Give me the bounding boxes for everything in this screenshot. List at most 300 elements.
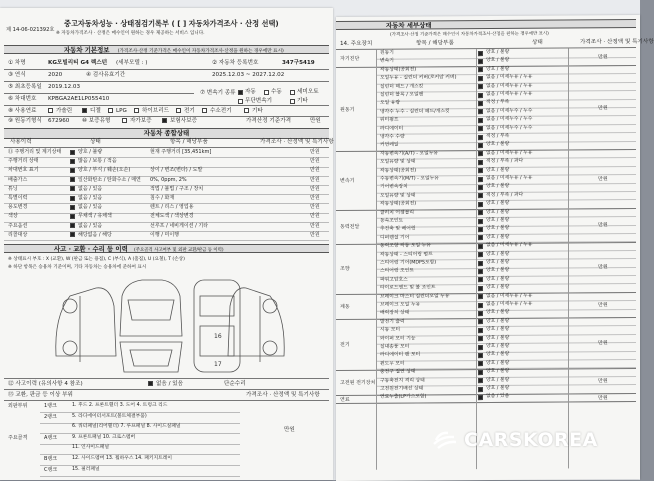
parts-group: 주요골격 [8,434,28,441]
detail-group-name: 고전원 전기장치 [340,379,376,386]
detail-state-checkbox[interactable] [478,177,483,182]
detail-item: 브레이크 마스터 실린더오일 누유 [380,293,450,300]
detail-state: 양호 / 불량 [486,327,510,333]
year-label: ③ 연식 [8,72,26,78]
detail-state: 양호 / 불량 [486,234,510,240]
detail-item: 연료누출(LP가스포함) [380,394,427,401]
detail-col-line [476,49,477,469]
price-unit: 만원 [310,118,321,124]
trans-opt-auto: 자동 [245,89,256,95]
summary-row-state: 양호 / 불량 [78,149,103,155]
fuel-lpg-checkbox[interactable] [108,108,113,113]
detail-state-checkbox[interactable] [478,219,483,224]
engine-type-value: 672960 [48,118,70,124]
detail-state-checkbox[interactable] [478,311,483,316]
summary-row-divider [4,240,329,241]
detail-section-label: 14. 주요장치 [340,40,373,48]
detail-item: 라디에이터 팬 모터 [380,352,421,359]
car-side-left [56,288,116,362]
detail-state-checkbox[interactable] [478,84,483,89]
summary-row-detail: 현재 주행거리 [35,451km] [150,149,212,155]
accident-legend-2: ※ 하단 항목은 승용차 기준이며, 기타 자동차는 승용차에 준하여 표시 [8,265,147,270]
detail-state: 양호 / 불량 [486,66,510,72]
car-name-extra: (세부모델 : ) [116,60,148,66]
detail-state: 없음 / 있음 [486,394,510,400]
accident-none-checkbox[interactable] [148,381,153,386]
parts-group: 외판부위 [8,403,28,409]
warranty-insurer-checkbox[interactable] [162,118,167,123]
detail-state: 양호 / 불량 [486,377,510,383]
fuel-opt-electric: 전기 [184,108,195,114]
summary-row-detail: 전체도색 / 색상변경 [150,213,194,220]
summary-row-checkbox[interactable] [70,168,75,173]
parts-items: 5. 라디에이터서포트(볼트체결부품) [72,413,147,419]
summary-row-state: 일산화탄소 / 탄화수소 / 매연 [78,176,141,183]
detail-state: 양호 / 불량 [486,58,510,64]
detail-state: 없음 / 미세누수 / 누수 [486,108,533,114]
detail-item: 작동상태(공회전) [380,168,417,174]
parts-rank: 1랭크 [44,403,57,409]
detail-state: 양호 / 불량 [486,268,510,274]
detail-state-checkbox[interactable] [478,126,483,131]
fuel-diesel-checkbox[interactable] [82,108,87,113]
detail-note: (가격조사·산정 기준가격은 매수인이 자동차가격조사·산정을 원하는 경우에만 표시) [390,31,549,38]
detail-item: 실린더 헤드 / 개스킷 [380,84,424,90]
summary-row-state: 무채색 / 유채색 [78,213,112,220]
detail-state-checkbox[interactable] [478,353,483,358]
parts-items: 9. 프론트패널 10. 크로스멤버 [72,434,136,440]
detail-unit: 만원 [598,264,608,271]
summary-row-label: 주요옵션 [8,222,28,229]
fuel-opt-gasoline: 가솔린 [56,108,73,114]
detail-item: 작동상태(공회전) [380,67,417,73]
detail-item: 수동변속기(M/T) - 오일누유 [380,176,439,182]
detail-state-checkbox[interactable] [478,395,483,400]
detail-item: 와이퍼 모터 기능 [380,336,416,342]
detail-state-checkbox[interactable] [478,345,483,350]
carskorea-logo-icon [432,429,458,451]
detail-state: 양호 / 불량 [486,142,510,148]
detail-col-price: 가격조사 · 산정액 및 특기사항 [580,38,654,46]
detail-state-checkbox[interactable] [478,336,483,341]
detail-state: 양호 / 불량 [486,184,510,190]
summary-row-detail: 상이 / 변조(변타) / 도말 [150,167,203,174]
left-page [0,8,333,480]
summary-row-unit: 만원 [310,167,320,174]
parts-divider [40,444,240,445]
detail-state-checkbox[interactable] [478,378,483,383]
detail-state-checkbox[interactable] [478,118,483,123]
summary-row-detail: 적법 / 불법 / 구조 / 장치 [150,185,204,192]
detail-item: 냉각수 누수 - 실린더 헤드/개스킷 [380,109,450,115]
detail-unit: 만원 [598,176,608,183]
detail-item: 발전기 출력 [380,319,405,325]
summary-row-state: 없음 / 있음 [78,195,103,201]
detail-group-name: 변속기 [340,178,355,185]
trans-opt-etc: 기타 [297,98,308,104]
page-subtitle: ※ 자동차가격조사 · 산정은 매수인이 원하는 경우 제공하는 서비스 입니다. [56,31,205,36]
detail-item: 클러치 어셈블리 [380,210,414,216]
detail-state-checkbox[interactable] [478,303,483,308]
detail-item: 고전원전기배선 상태 [380,386,424,392]
summary-row-unit: 만원 [310,158,320,165]
detail-item: 디퍼렌셜 기어 [380,235,410,241]
detail-state-checkbox[interactable] [478,76,483,81]
fuel-opt-hybrid: 하이브리드 [142,108,170,114]
detail-col-state: 상태 [532,39,543,46]
accident-q1-label: ⑫ 사고이력 (유의사항 4 참조) [8,381,83,387]
detail-state: 없음 / 미세누수 / 누수 [486,125,533,131]
detail-state-checkbox[interactable] [478,202,483,207]
accident-q2-label: ⑬ 교환, 판금 등 이상 부위 [8,392,73,398]
detail-item: 충전구 절연 상태 [380,369,416,375]
detail-state-checkbox[interactable] [478,185,483,190]
detail-unit: 만원 [598,302,608,309]
detail-group-name: 동력전달 [340,224,360,231]
summary-row-label: 리콜대상 [8,231,28,238]
parts-rank: C랭크 [44,466,58,473]
car-name-value: KG모빌리티 G4 렉스턴 [48,60,108,66]
vin-value: KPBGA2AE1LP055410 [48,96,110,102]
detail-group-name: 연료 [340,396,350,403]
reg-value: 347구5419 [282,60,315,66]
trans-auto-checkbox[interactable] [238,90,243,95]
detail-state: 양호 / 불량 [486,385,510,392]
detail-state-checkbox[interactable] [478,109,483,114]
detail-item: 스티어링 조인트 [380,268,414,275]
warranty-label: ⑩ 보증유형 [82,118,111,124]
detail-state: 적정 / 부족 / 과다 [486,158,524,165]
detail-group-name: 자기진단 [340,56,360,63]
summary-row-checkbox[interactable] [70,232,75,237]
detail-state: 양호 / 불량 [486,226,510,232]
detail-item: 오일유량 및 상태 [380,193,416,199]
accident-q2-col: 가격조사 · 산정액 및 특기사항 [246,392,320,398]
detail-unit: 만원 [598,377,608,385]
summary-row-checkbox[interactable] [70,159,75,164]
summary-row-label: 주행거리 상태 [8,158,39,165]
carskorea-logo-text: CARSKOREA [464,429,598,451]
summary-col-price: 가격조사 · 산정액 및 특기사항 [260,139,334,145]
trans-opt-semi: 세미오토 [297,89,319,95]
detail-state-checkbox[interactable] [478,387,483,392]
fuel-opt-diesel: 디젤 [90,108,101,114]
summary-row-detail: 0%, 0ppm, 2% [150,176,187,183]
parts-rank: 2랭크 [44,413,57,420]
detail-state-checkbox[interactable] [478,168,483,173]
detail-item: 실내송풍 모터 [380,344,410,350]
summary-col-item: 항목 / 해당부품 [170,139,208,145]
accident-q1-state: 없음 / 있음 [156,381,184,387]
detail-state-checkbox[interactable] [478,235,483,240]
trans-label: ⑦ 변속기 종류 [200,90,236,96]
detail-state: 적정 / 부족 [486,133,510,140]
summary-row-label: 튜닝 [8,185,18,192]
detail-state: 양호 / 불량 [486,352,510,358]
summary-row-label: 차대번호 표기 [8,167,39,174]
car-top-view [194,280,240,372]
reg-label: ② 자동차 등록번호 [212,60,259,66]
warranty-self-checkbox[interactable] [122,118,127,123]
summary-row-checkbox[interactable] [70,186,75,191]
car-name-label: ① 차명 [8,60,26,66]
detail-state-checkbox[interactable] [478,277,483,282]
detail-state: 없음 / 미세누유 / 누유 [486,175,533,182]
summary-row-checkbox[interactable] [70,150,75,155]
detail-state: 양호 / 불량 [486,209,510,215]
fuel-hydrogen-checkbox[interactable] [202,108,207,113]
detail-item: 배력장치 상태 [380,310,410,317]
detail-item: 오일 유량 [380,101,401,107]
detail-state: 없음 / 미세누유 / 누유 [486,150,533,156]
trans-etc-checkbox[interactable] [290,99,295,104]
detail-unit: 만원 [598,54,608,61]
parts-unit: 만원 [284,427,295,433]
summary-row-label: ⑪ 주행거리 및 계기상태 [8,149,62,155]
detail-state-checkbox[interactable] [478,51,483,56]
fuel-opt-hydrogen: 수소전기 [210,108,232,114]
trans-opt-manual: 수동 [271,89,282,95]
svg-text:16: 16 [214,333,222,340]
detail-item: 작동상태(공회전) [380,201,417,207]
detail-state: 없음 / 미세누유 / 누유 [486,83,533,89]
detail-item: 추진축 및 베어링 [380,226,416,233]
detail-state: 적정 / 부족 / 과다 [486,192,524,198]
detail-state: 양호 / 불량 [486,276,510,282]
basic-info-header: 자동차 기본정보 (가격조사·산정 기준가격은 매수인이 자동차가격조사·산정을 원하는 경우에만 표시) [4,45,329,54]
summary-row-checkbox[interactable] [70,196,75,201]
fuel-label: ⑧ 사용연료 [8,108,37,114]
parts-items: 12. 사이드멤버 13. 휠하우스 14. 패키지트레이 [72,456,173,461]
detail-item: 윈도우 모터 [380,361,405,367]
detail-state-checkbox[interactable] [478,269,483,274]
doc-number: 제 14-06-021392호 [6,27,55,33]
detail-state-checkbox[interactable] [478,227,483,232]
parts-divider [40,412,240,413]
trans-opt-cvt: 무단변속기 [245,98,273,104]
detail-item: 냉각수 수량 [380,134,405,140]
detail-state-checkbox[interactable] [478,101,483,106]
summary-col-history: 사용이력 [10,139,32,145]
parts-rank: B랭크 [44,456,58,462]
detail-state: 없음 / 미세누유 / 누유 [486,293,533,299]
detail-state: 양호 / 불량 [486,335,510,341]
fuel-gasoline-checkbox[interactable] [48,108,53,113]
period-value: 2025.12.03 ~ 2027.12.02 [212,72,285,78]
summary-row-unit: 만원 [310,204,320,211]
parts-items: 15. 필러패널 [72,466,100,472]
summary-row-state: 없음 / 있음 [78,222,103,229]
detail-state: 양호 / 불량 [486,217,510,224]
summary-row-divider [4,157,329,158]
parts-items: 6. 쿼터패널(리어휀더) 7. 루프패널 8. 사이드실패널 [72,424,181,430]
detail-unit: 만원 [598,394,608,401]
detail-state-checkbox[interactable] [478,361,483,366]
detail-state: 없음 / 미세누유 / 누유 [486,74,533,81]
summary-row-unit: 만원 [310,176,320,183]
detail-item: 자동변속기(A/T) - 오일누유 [380,151,439,157]
carskorea-watermark [432,420,640,460]
detail-item: 등속조인트 [380,218,404,224]
trans-semi-checkbox[interactable] [290,90,295,95]
detail-state-checkbox[interactable] [478,67,483,72]
right-page [336,15,654,481]
first-reg-value: 2019.12.03 [48,84,81,90]
detail-group-name: 제동 [340,304,350,311]
fuel-opt-etc: 기타 [252,108,263,114]
detail-state-checkbox[interactable] [478,294,483,299]
vin-label: ⑥ 차대번호 [8,96,37,102]
detail-group-name: 조향 [340,266,350,273]
page-title: 중고자동차성능 · 상태점검기록부 ( [ ] 자동차가격조사 · 산정 선택) [64,19,279,28]
detail-state: 양호 / 불량 [486,285,510,291]
warranty-insurer: 보험사보증 [170,118,198,124]
detail-state: 양호 / 불량 [486,167,510,173]
detail-state-checkbox[interactable] [478,328,483,333]
detail-item: 동력조향 작동 오일 누유 [380,243,431,249]
accident-q1-extra: 단순수리 [224,381,246,387]
detail-item: 커먼레일 [380,143,399,149]
period-label: ④ 검사유효기간 [86,72,126,78]
detail-unit: 만원 [598,340,608,347]
detail-state: 적정 / 부족 [486,100,510,106]
car-diagram [50,276,290,376]
detail-state: 양호 / 불량 [486,369,510,375]
detail-state: 양호 / 불량 [486,343,510,350]
summary-header: 자동차 종합상태 [4,128,329,139]
detail-item: 스티어링 기어(MDPS포함) [380,260,437,266]
parts-divider [40,433,240,434]
detail-state: 양호 / 불량 [486,259,510,266]
detail-state: 없음 / 미세누유 / 누유 [486,301,533,308]
summary-row-detail: 이행 / 미이행 [150,231,180,238]
detail-state-checkbox[interactable] [478,261,483,266]
detail-item: 원동기 [380,50,394,56]
summary-row-state: 해당없음 / 해당 [78,231,112,238]
detail-state-checkbox[interactable] [478,59,483,64]
summary-row-state: 양호 / 부식 / 훼손(오손) [78,167,131,174]
summary-col-state: 상태 [90,139,101,145]
detail-state: 양호 / 불량 [486,318,510,324]
trans-manual-checkbox[interactable] [264,90,269,95]
summary-row-label: 색상 [8,213,18,220]
car-side-right [228,288,284,362]
detail-col-line [568,48,569,468]
summary-row-detail: 선루프 / 네비게이션 / 기타 [150,222,209,229]
detail-unit: 만원 [598,222,608,229]
trans-cvt-checkbox[interactable] [238,99,243,104]
detail-state: 없음 / 미세누유 / 누유 [486,91,533,98]
summary-row-unit: 만원 [310,195,320,201]
detail-state-checkbox[interactable] [478,135,483,140]
detail-item: 브레이크 오일 누유 [380,302,421,308]
summary-row-detail: 침수 / 화재 [150,195,175,201]
parts-items: 1. 후드 2. 프론트휀더 3. 도어 4. 트렁크 리드 [72,403,168,408]
year-value: 2020 [48,72,63,78]
detail-state-checkbox[interactable] [478,93,483,98]
detail-item: 구동축전지 격리 상태 [380,378,425,384]
summary-row-state: 없음 / 있음 [78,204,103,211]
price-label: 가격산정 기준가격 [246,118,292,124]
detail-state: 없음 / 미세누유 / 누유 [486,242,533,249]
fuel-hybrid-checkbox[interactable] [134,108,139,113]
detail-state-checkbox[interactable] [478,252,483,257]
detail-state-checkbox[interactable] [478,151,483,156]
summary-row-unit: 만원 [310,213,320,220]
detail-col-item: 항목 / 해당부품 [416,40,454,47]
detail-state: 양호 / 불량 [486,360,510,366]
car-front-view [120,280,182,372]
detail-state-checkbox[interactable] [478,143,483,148]
detail-item: 시동 모터 [380,327,401,333]
detail-state-checkbox[interactable] [478,160,483,165]
parts-divider [40,476,240,477]
detail-state-checkbox[interactable] [478,244,483,249]
warranty-self: 자가보증 [130,118,152,124]
summary-row-unit: 만원 [310,149,320,155]
summary-row-checkbox[interactable] [70,205,75,210]
detail-item: 워터펌프 [380,117,399,123]
svg-text:17: 17 [214,361,222,368]
detail-state: 양호 / 불량 [486,310,510,316]
detail-group-divider [336,401,636,404]
parts-divider [40,465,240,466]
detail-header: 자동차 세부상태 [336,19,636,30]
summary-row-state: 많음 / 보통 / 적음 [78,158,117,165]
summary-row-checkbox[interactable] [70,223,75,228]
detail-state: 양호 / 불량 [486,201,510,207]
accident-legend: ※ 상태표시 부호 : X (교환), W (판금 또는 용접), C (부식), A (흠집), U (요철), T (손상) [8,257,185,262]
detail-col-line [376,50,377,470]
detail-unit: 만원 [598,104,608,112]
parts-items: 11. 인사이드패널 [72,445,109,451]
summary-row-unit: 만원 [310,231,320,238]
detail-state: 없음 / 미세누수 / 누수 [486,116,533,123]
fuel-opt-lpg: LPG [116,108,127,114]
detail-item: 오일누유 - 실린더 커버(로커암 커버) [380,75,457,81]
summary-row-state: 없음 / 있음 [78,185,103,192]
summary-row-unit: 만원 [310,222,320,229]
summary-row-label: 용도변경 [8,204,28,211]
detail-state: 양호 / 불량 [486,49,510,56]
first-reg-label: ⑤ 최초등록일 [8,84,42,90]
fuel-electric-checkbox[interactable] [176,108,181,113]
detail-state-checkbox[interactable] [478,319,483,324]
summary-row-checkbox[interactable] [70,177,75,182]
detail-state-checkbox[interactable] [478,193,483,198]
detail-item: 기어변속장치 [380,184,408,191]
accident-header: 사고 · 교환 · 수리 등 이력 (주요골격 사고여부 및 외판 교환/판금 등 이력) [4,244,329,253]
summary-row-unit: 만원 [310,185,320,192]
detail-group-name: 원동기 [340,106,355,113]
summary-row-label: 배출가스 [8,176,28,183]
summary-row-detail: 렌트 / 리스 / 영업용 [150,204,194,211]
detail-item: 타이로드엔드 및 볼 조인트 [380,285,436,291]
detail-state-checkbox[interactable] [478,286,483,291]
parts-rank: A랭크 [44,434,58,441]
detail-group-name: 전기 [340,341,350,349]
detail-item: 파워고압호스 [380,277,408,283]
detail-state: 양호 / 불량 [486,251,510,257]
detail-item: 변속기 [380,59,394,65]
detail-state-checkbox[interactable] [478,370,483,375]
fuel-etc-checkbox[interactable] [244,108,249,113]
summary-row-checkbox[interactable] [70,214,75,219]
summary-row-label: 특별이력 [8,195,28,201]
detail-state-checkbox[interactable] [478,210,483,215]
detail-item: 오일유량 및 상태 [380,159,416,165]
detail-item: 라디에이터 [380,126,404,132]
